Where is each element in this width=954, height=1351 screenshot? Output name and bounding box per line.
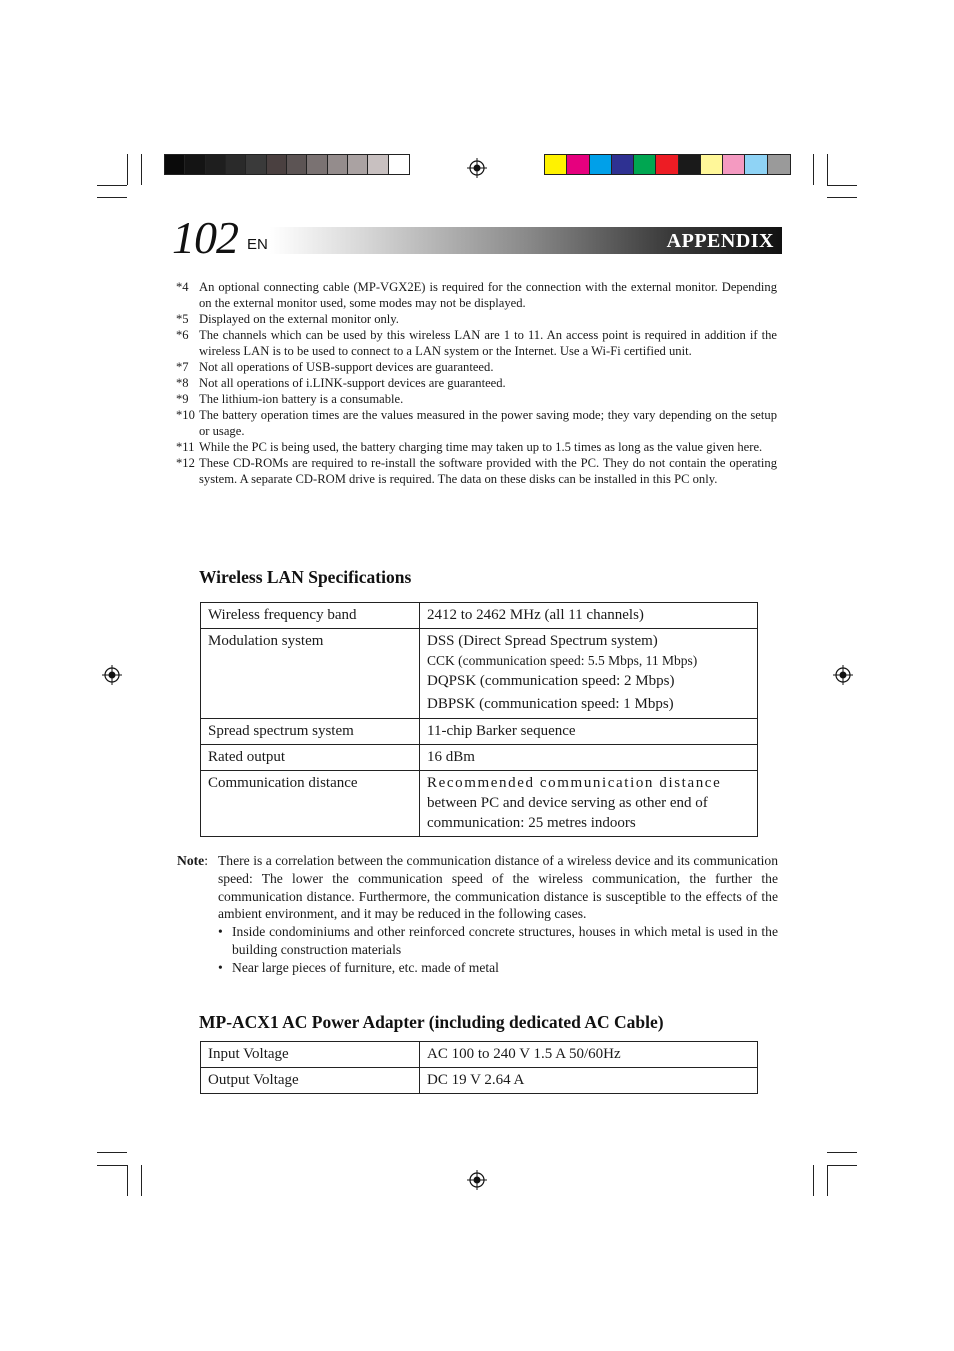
ac-adapter-spec-table (200, 1041, 758, 1094)
spec-value: AC 100 to 240 V 1.5 A 50/60Hz (420, 1042, 758, 1068)
footnote-mark: *5 (176, 312, 189, 326)
footnote-mark: *11 (176, 440, 195, 454)
footnote-mark: *8 (176, 376, 189, 390)
ac-adapter-heading: MP-ACX1 AC Power Adapter (including dedicated AC Cable) (199, 1012, 664, 1032)
footnote-item (176, 375, 777, 391)
list-item: • Near large pieces of furniture, etc. made of metal (218, 959, 778, 977)
spec-label: Spread spectrum system (201, 719, 420, 745)
registration-mark-icon (102, 665, 122, 685)
table-row (201, 603, 758, 629)
color-swatch (612, 155, 634, 174)
table-row (201, 1042, 758, 1068)
color-swatch (226, 155, 246, 174)
color-swatch (634, 155, 656, 174)
footnote-text: Not all operations of USB-support devices are guaranteed. (199, 360, 494, 374)
modulation-line: DBPSK (communication speed: 1 Mbps) (427, 696, 674, 712)
footnote-item (176, 279, 777, 311)
spec-value (420, 771, 758, 837)
color-swatch (307, 155, 327, 174)
note-bullet-text: Near large pieces of furniture, etc. made of metal (232, 959, 499, 975)
wireless-lan-spec-table (200, 602, 758, 837)
footnote-mark: *6 (176, 328, 189, 342)
footnote-item (176, 311, 777, 327)
footnote-text: The lithium-ion battery is a consumable. (199, 392, 404, 406)
table-row (201, 745, 758, 771)
footnote-item (176, 407, 777, 439)
color-swatch (389, 155, 409, 174)
footnote-text: Not all operations of i.LINK-support devices are guaranteed. (199, 376, 506, 390)
footnote-item (176, 439, 777, 455)
footnote-list (176, 279, 777, 487)
registration-mark-icon (467, 1170, 487, 1190)
spec-value (420, 629, 758, 719)
spec-label: Wireless frequency band (201, 603, 420, 629)
wireless-lan-heading: Wireless LAN Specifications (199, 567, 412, 587)
registration-mark-icon (833, 665, 853, 685)
note-text: There is a correlation between the communication distance of a wireless device and its communication speed: The lower the communication speed of the wireless communication, the further the communication distance. Furthermore, the communication distance is susceptible to the effects of the ambient environment, and it may be reduced in the following cases. (218, 853, 778, 922)
modulation-line: DSS (Direct Spread Spectrum system) (427, 633, 658, 649)
footnote-text: These CD-ROMs are required to re-install the software provided with the PC. They do not contain the operating system. A separate CD-ROM drive is required. The data on these disks can be installed in this PC only. (199, 456, 777, 486)
color-swatch (185, 155, 205, 174)
color-swatch (348, 155, 368, 174)
table-row (201, 629, 758, 719)
modulation-line: DQPSK (communication speed: 2 Mbps) (427, 673, 675, 689)
color-calibration-strip (544, 154, 791, 175)
section-title: APPENDIX (666, 230, 774, 252)
footnote-text: The channels which can be used by this wireless LAN are 1 to 11. An access point is required in addition if the wireless LAN is to be used to connect to a LAN system or the Internet. Use a Wi-Fi certified unit. (199, 328, 777, 358)
list-item: • Inside condominiums and other reinforced concrete structures, houses in which metal is used in the building construction materials (218, 924, 778, 957)
grayscale-calibration-strip (164, 154, 410, 175)
footnote-mark: *10 (176, 408, 195, 422)
footnote-text: While the PC is being used, the battery charging time may taken up to 1.5 times as long as the value given here. (199, 440, 763, 454)
table-row (201, 1068, 758, 1094)
color-swatch (723, 155, 745, 174)
color-swatch (165, 155, 185, 174)
footnote-item (176, 391, 777, 407)
footnote-text: An optional connecting cable (MP-VGX2E) is required for the connection with the external monitor. Depending on the external monitor used, some modes may not be displayed. (199, 280, 777, 310)
table-row (201, 719, 758, 745)
footnote-mark: *12 (176, 456, 195, 470)
color-swatch (206, 155, 226, 174)
color-swatch (656, 155, 678, 174)
footnote-mark: *7 (176, 360, 189, 374)
distance-text-a: Recommended communication distance (427, 775, 722, 791)
color-swatch (545, 155, 567, 174)
color-swatch (246, 155, 266, 174)
footnote-mark: *9 (176, 392, 189, 406)
color-swatch (287, 155, 307, 174)
distance-text-b: between PC and device serving as other end of communication: 25 metres indoors (427, 795, 708, 831)
footnote-item (176, 455, 777, 487)
footnote-item (176, 359, 777, 375)
language-code: EN (247, 236, 268, 253)
color-swatch (701, 155, 723, 174)
footnote-text: Displayed on the external monitor only. (199, 312, 399, 326)
color-swatch (267, 155, 287, 174)
page-number: 102 (172, 212, 238, 263)
registration-mark-icon (467, 158, 487, 178)
color-swatch (567, 155, 589, 174)
note-label: Note (177, 853, 205, 868)
note-bullet-text: Inside condominiums and other reinforced concrete structures, houses in which metal is used in the building construction materials (232, 924, 778, 957)
color-swatch (679, 155, 701, 174)
spec-label: Modulation system (201, 629, 420, 719)
spec-value: 16 dBm (420, 745, 758, 771)
footnote-item (176, 327, 777, 359)
spec-label: Communication distance (201, 771, 420, 837)
color-swatch (368, 155, 388, 174)
table-row (201, 771, 758, 837)
spec-value: 11-chip Barker sequence (420, 719, 758, 745)
color-swatch (590, 155, 612, 174)
modulation-line: CCK (communication speed: 5.5 Mbps, 11 Mbps) (427, 653, 698, 668)
color-swatch (768, 155, 790, 174)
spec-value: 2412 to 2462 MHz (all 11 channels) (420, 603, 758, 629)
spec-value: DC 19 V 2.64 A (420, 1068, 758, 1094)
footnote-mark: *4 (176, 280, 189, 294)
note-block: Note: There is a correlation between the communication distance of a wireless device and its communication speed: The lower the communication speed of the wireless communication, the further the communication distance. Furthermore, the communication distance is susceptible to the effects of the ambient environment, and it may be reduced in the following cases. • Inside condominiums and other reinforced concrete structures, houses in which metal is used in the building construction materials • Near large pieces of furniture, etc. made of metal (177, 853, 778, 975)
spec-label: Rated output (201, 745, 420, 771)
spec-label: Output Voltage (201, 1068, 420, 1094)
footnote-text: The battery operation times are the values measured in the power saving mode; they vary depending on the setup or usage. (199, 408, 777, 438)
color-swatch (328, 155, 348, 174)
color-swatch (745, 155, 767, 174)
spec-label: Input Voltage (201, 1042, 420, 1068)
